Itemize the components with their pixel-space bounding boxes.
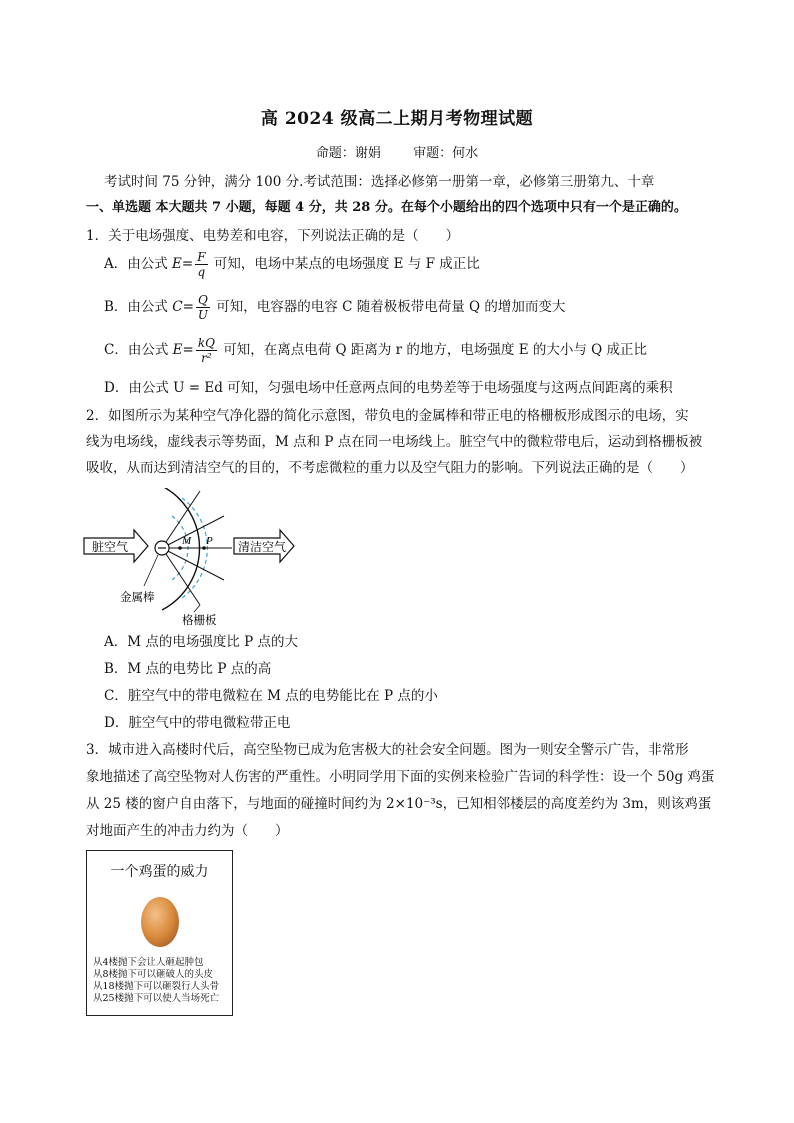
q1-a-den: q [197, 265, 206, 279]
air-purifier-diagram [82, 488, 312, 628]
q1-c-fraction [196, 336, 217, 365]
q1-option-a: A．由公式 E= $\frac{F}{q}$ 可知，电场中某点的电场强度 E 与 F 成正比 [104, 250, 480, 279]
poster-title: 一个鸡蛋的威力 [110, 864, 209, 880]
authors-line [0, 142, 794, 161]
q1-c-lhs: E [172, 342, 183, 358]
q2-line-3: 吸收，从而达到清洁空气的目的，不考虑微粒的重力以及空气阻力的影响。下列说法正确的是（ ） [86, 460, 694, 476]
q1-b-lhs: C [172, 299, 183, 315]
section-heading: 一、单选题 本大题共 7 小题，每题 4 分，共 28 分。在每个小题给出的四个选项中只有一个是正确的。 [86, 200, 687, 215]
q2-line-1: 2．如图所示为某种空气净化器的简化示意图，带负电的金属棒和带正电的格栅板形成图示的电场，实 [86, 408, 689, 424]
rod-label: 金属棒 [120, 592, 155, 604]
q1-a-pre: A．由公式 [104, 256, 168, 272]
rod-leader [144, 555, 158, 586]
inlet-label: 脏空气 [92, 540, 129, 554]
q1-b-post: 可知，电容器的电容 C 随着极板带电荷量 Q 的增加而变大 [216, 299, 566, 315]
q1-b-fraction [196, 293, 210, 322]
outlet-label: 清洁空气 [238, 540, 287, 554]
q1-a-fraction [195, 250, 207, 279]
poster-line: 从4楼抛下会让人砸起肿包 [93, 957, 204, 968]
field-lines [162, 491, 232, 605]
q1-b-pre: B．由公式 [104, 299, 168, 315]
poster-line: 从18楼抛下可以砸裂行人头骨 [93, 981, 220, 992]
exam-info: 考试时间 75 分钟，满分 100 分.考试范围：选择必修第一册第一章，必修第三册第九、十章 [104, 174, 655, 190]
egg-warning-poster [86, 850, 233, 1016]
label-m: M [182, 535, 192, 547]
page-title: 高 2024 级高二上期月考物理试题 [260, 109, 534, 129]
q3-line-2: 象地描述了高空坠物对人伤害的严重性。小明同学用下面的实例来检验广告词的科学性：设一个 50g 鸡蛋 [86, 769, 715, 785]
q3-line-4: 对地面产生的冲击力约为（ ） [86, 823, 289, 839]
poster-lines [93, 957, 219, 1005]
q2-option-c: C．脏空气中的带电微粒在 M 点的电势能比在 P 点的小 [104, 688, 438, 704]
poster-line: 从8楼抛下可以砸破人的头皮 [93, 969, 214, 980]
reviewer: 审题：何水 [413, 146, 479, 161]
q1-c-den: r² [201, 351, 212, 365]
q1-option-b: B．由公式 C= $\frac{Q}{U}$ 可知，电容器的电容 C 随着极板带电荷量 Q 的增加而变大 [104, 293, 566, 322]
q1-b-num: Q [196, 293, 210, 308]
q1-a-num: F [197, 250, 206, 264]
setter: 命题：谢娟 [315, 146, 381, 161]
q2-line-2: 线为电场线，虚线表示等势面，M 点和 P 点在同一电场线上。脏空气中的微粒带电后，运动到格栅板被 [86, 434, 703, 450]
q1-b-den: U [197, 308, 208, 322]
q1-c-pre: C．由公式 [104, 342, 169, 358]
q3-line-3: 从 25 楼的窗户自由落下，与地面的碰撞时间约为 2×10⁻³s，已知相邻楼层的高度差约为 3m，则该鸡蛋 [86, 796, 712, 812]
q1-c-num: kQ [197, 336, 215, 350]
q1-a-post: 可知，电场中某点的电场强度 E 与 F 成正比 [213, 256, 480, 272]
egg-icon [139, 891, 181, 949]
q2-option-b: B．M 点的电势比 P 点的高 [104, 661, 272, 677]
grid-leader [194, 605, 200, 612]
label-p: P [206, 535, 213, 547]
grid-label: 格栅板 [182, 615, 217, 627]
q3-line-1: 3．城市进入高楼时代后，高空坠物已成为危害极大的社会安全问题。图为一则安全警示广告，非常形 [86, 742, 689, 758]
q1-option-d: D．由公式 U = Ed 可知，匀强电场中任意两点间的电势差等于电场强度与这两点间距离的乘积 [104, 380, 673, 396]
q1-option-c: C．由公式 E= $\frac{kQ}{\text{r²}}$ 可知，在离点电荷 Q 距离为 r 的地方，电场强度 E 的大小与 Q 成正比 [104, 336, 647, 365]
poster-line: 从25楼抛下可以使人当场死亡 [93, 993, 220, 1004]
q1-a-lhs: E [172, 256, 182, 272]
q1-stem: 1．关于电场强度、电势差和电容，下列说法正确的是（ ） [86, 228, 460, 244]
q1-c-post: 可知，在离点电荷 Q 距离为 r 的地方，电场强度 E 的大小与 Q 成正比 [223, 342, 647, 358]
q2-option-a: A．M 点的电场强度比 P 点的大 [104, 634, 299, 650]
q2-option-d: D．脏空气中的带电微粒带正电 [104, 715, 291, 731]
